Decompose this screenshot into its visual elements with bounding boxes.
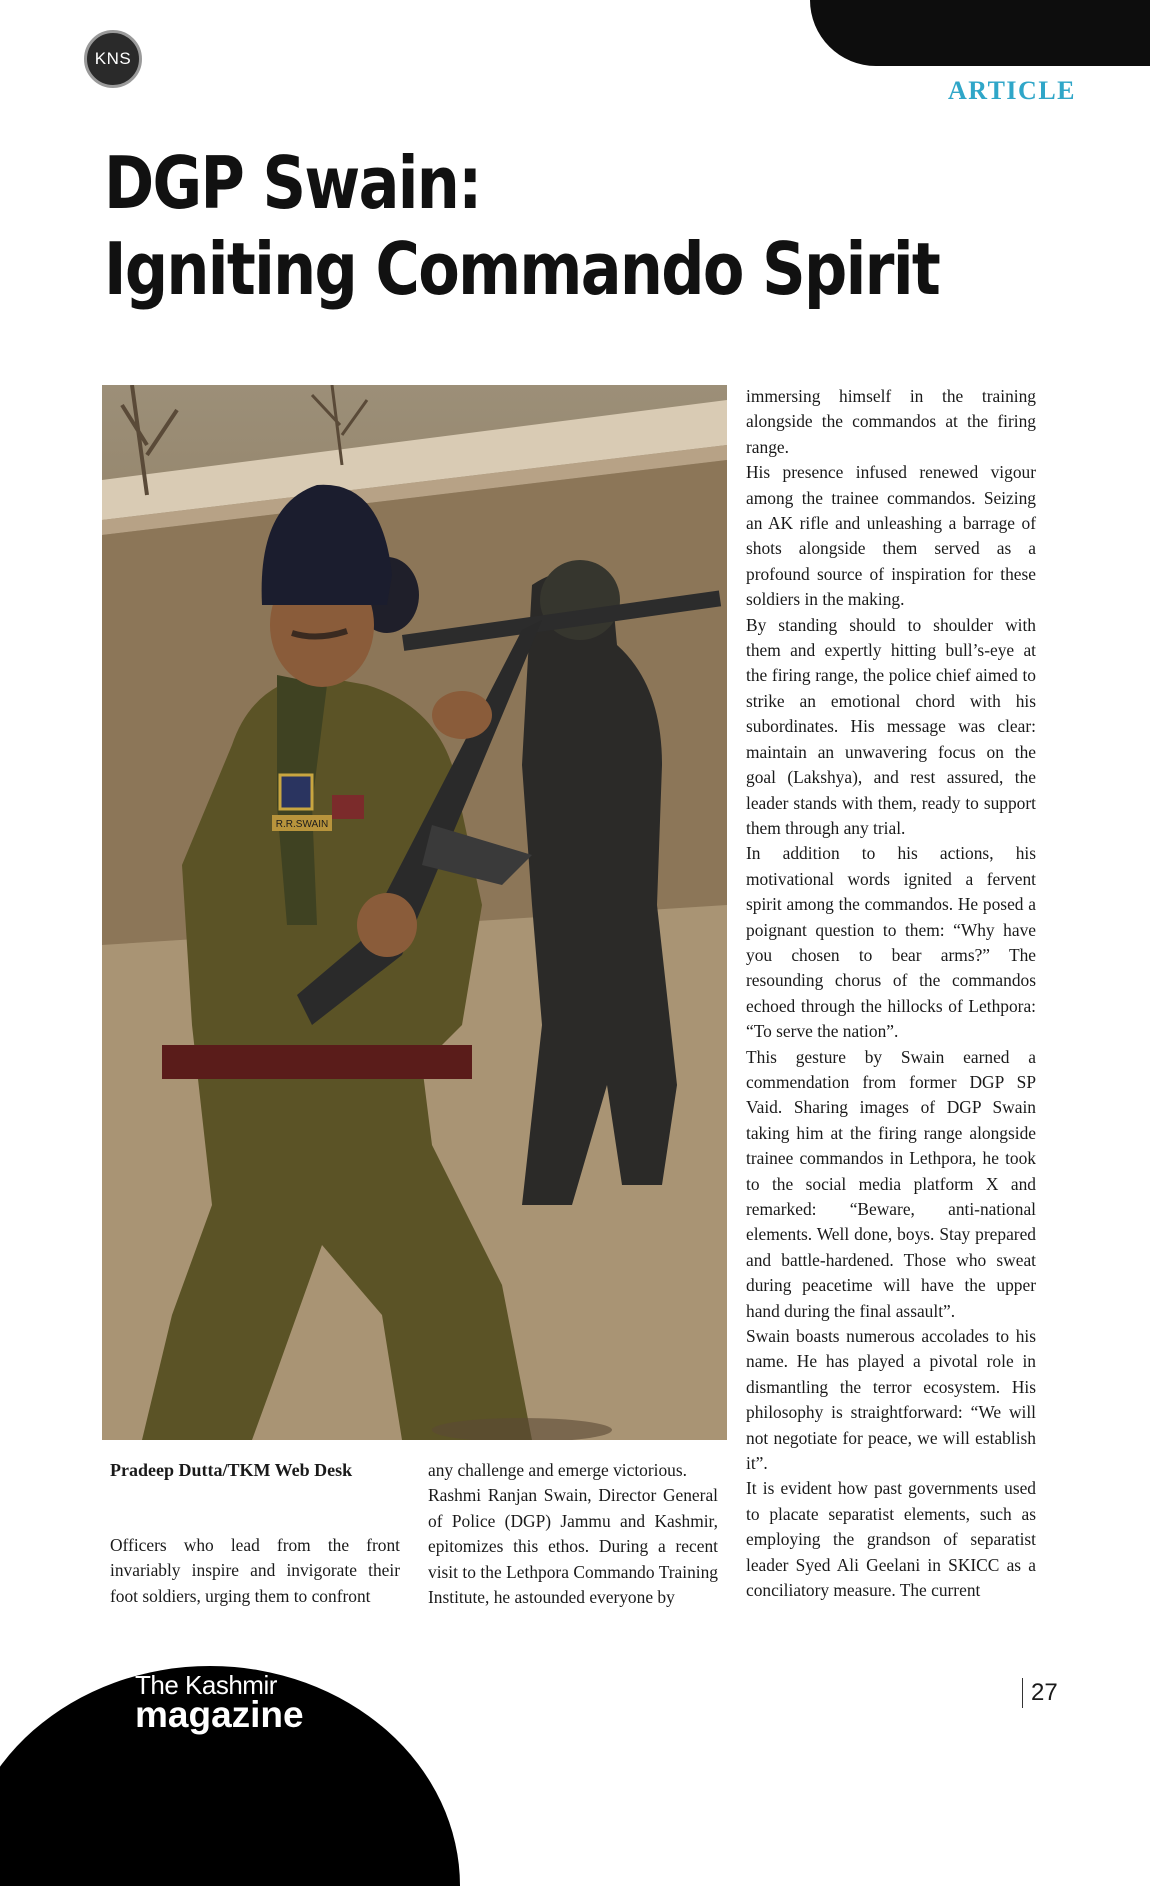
article-column-3 xyxy=(746,384,1036,1604)
col3-paragraph: In addition to his actions, his motivational words ignited a fervent spirit among the commandos. He posed a poignant question to them: “Why have you chosen to bear arms?” The resounding chorus of the commandos echoed through the hillocks of Lethpora: “To serve the nation”. xyxy=(746,843,1036,1042)
col3-paragraph: By standing should to shoulder with them and expertly hitting bull’s-eye at the firing range, the police chief aimed to strike an emotional chord with his subordinates. His message was clear: maintain an unwavering focus on the goal (Lakshya), and rest assured, the leader stands with them, ready to support them through any trial. xyxy=(746,614,1036,838)
magazine-logo xyxy=(135,1672,304,1733)
col2-paragraph: Rashmi Ranjan Swain, Director General of Police (DGP) Jammu and Kashmir, epitomizes this ethos. During a recent visit to the Lethpora Commando Training Institute, he astounded everyone by xyxy=(428,1485,718,1608)
col1-paragraph: Officers who lead from the front invariably inspire and invigorate their foot soldiers, urging them to confront xyxy=(110,1535,400,1606)
col3-paragraph: His presence infused renewed vigour among the trainee commandos. Seizing an AK rifle and unleashing a barrage of shots alongside them served as a profound source of inspiration for these soldiers in the making. xyxy=(746,462,1036,610)
commando-training-photo xyxy=(102,385,727,1440)
col3-paragraph: It is evident how past governments used to placate separatist elements, such as employing the grandson of separatist leader Syed Ali Geelani in SKICC as a conciliatory measure. The current xyxy=(746,1478,1036,1601)
section-label: ARTICLE xyxy=(947,76,1076,105)
kns-logo xyxy=(84,30,142,88)
article-title-line-1: DGP Swain: xyxy=(104,141,481,225)
col3-paragraph: This gesture by Swain earned a commendation from former DGP SP Vaid. Sharing images of DGP Swain taking him at the firing range alongside trainee commandos in Lethpora, he took to the social media platform X and remarked: “Beware, anti-national elements. Well done, boys. Stay prepared and battle-hardened. Those who sweat during peacetime will have the upper hand during the final assault”. xyxy=(746,1046,1036,1321)
article-byline: Pradeep Dutta/TKM Web Desk xyxy=(110,1460,353,1480)
article-title xyxy=(104,140,940,313)
col3-paragraph: Swain boasts numerous accolades to his name. He has played a pivotal role in dismantling the terror ecosystem. His philosophy is straightforward: “We will not negotiate for peace, we will establish it”. xyxy=(746,1326,1036,1474)
page-number: 27 xyxy=(1022,1678,1058,1708)
article-photo xyxy=(102,385,727,1440)
article-column-2 xyxy=(428,1458,718,1610)
article-column-1 xyxy=(110,1533,400,1609)
magazine-logo-bottom: magazine xyxy=(135,1694,304,1735)
col3-paragraph: immersing himself in the training alongside the commandos at the firing range. xyxy=(746,386,1036,457)
header-corner-tab xyxy=(810,0,1150,66)
nameplate-text: R.R.SWAIN xyxy=(275,819,329,830)
kns-logo-text: KNS xyxy=(94,49,132,68)
col2-paragraph: any challenge and emerge victorious. xyxy=(428,1460,687,1480)
article-title-line-2: Igniting Commando Spirit xyxy=(104,227,940,312)
magazine-logo-top: The Kashmir xyxy=(135,1670,277,1700)
